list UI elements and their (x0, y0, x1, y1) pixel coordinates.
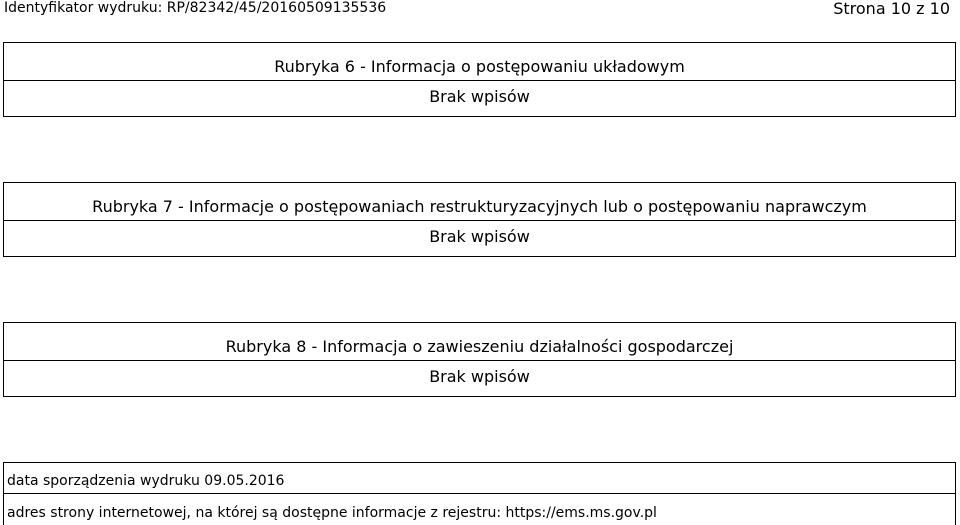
section-rubryka-6 (3, 42, 956, 117)
section-title: Rubryka 7 - Informacje o postępowaniach restrukturyzacyjnych lub o postępowaniu naprawczym (4, 183, 955, 221)
section-rubryka-7 (3, 182, 956, 257)
page-number: Strona 10 z 10 (833, 0, 950, 18)
section-value: Brak wpisów (429, 87, 530, 106)
print-date: data sporządzenia wydruku 09.05.2016 (4, 463, 955, 494)
register-address: adres strony internetowej, na której są dostępne informacje z rejestru: https://ems.ms.gov.pl (7, 505, 657, 521)
print-footer (3, 462, 956, 525)
section-value: Brak wpisów (429, 367, 530, 386)
section-value: Brak wpisów (429, 227, 530, 246)
print-identifier: Identyfikator wydruku: RP/82342/45/20160509135536 (4, 0, 387, 16)
section-rubryka-8 (3, 322, 956, 397)
section-title: Rubryka 6 - Informacja o postępowaniu układowym (4, 43, 955, 81)
section-title: Rubryka 8 - Informacja o zawieszeniu działalności gospodarczej (4, 323, 955, 361)
